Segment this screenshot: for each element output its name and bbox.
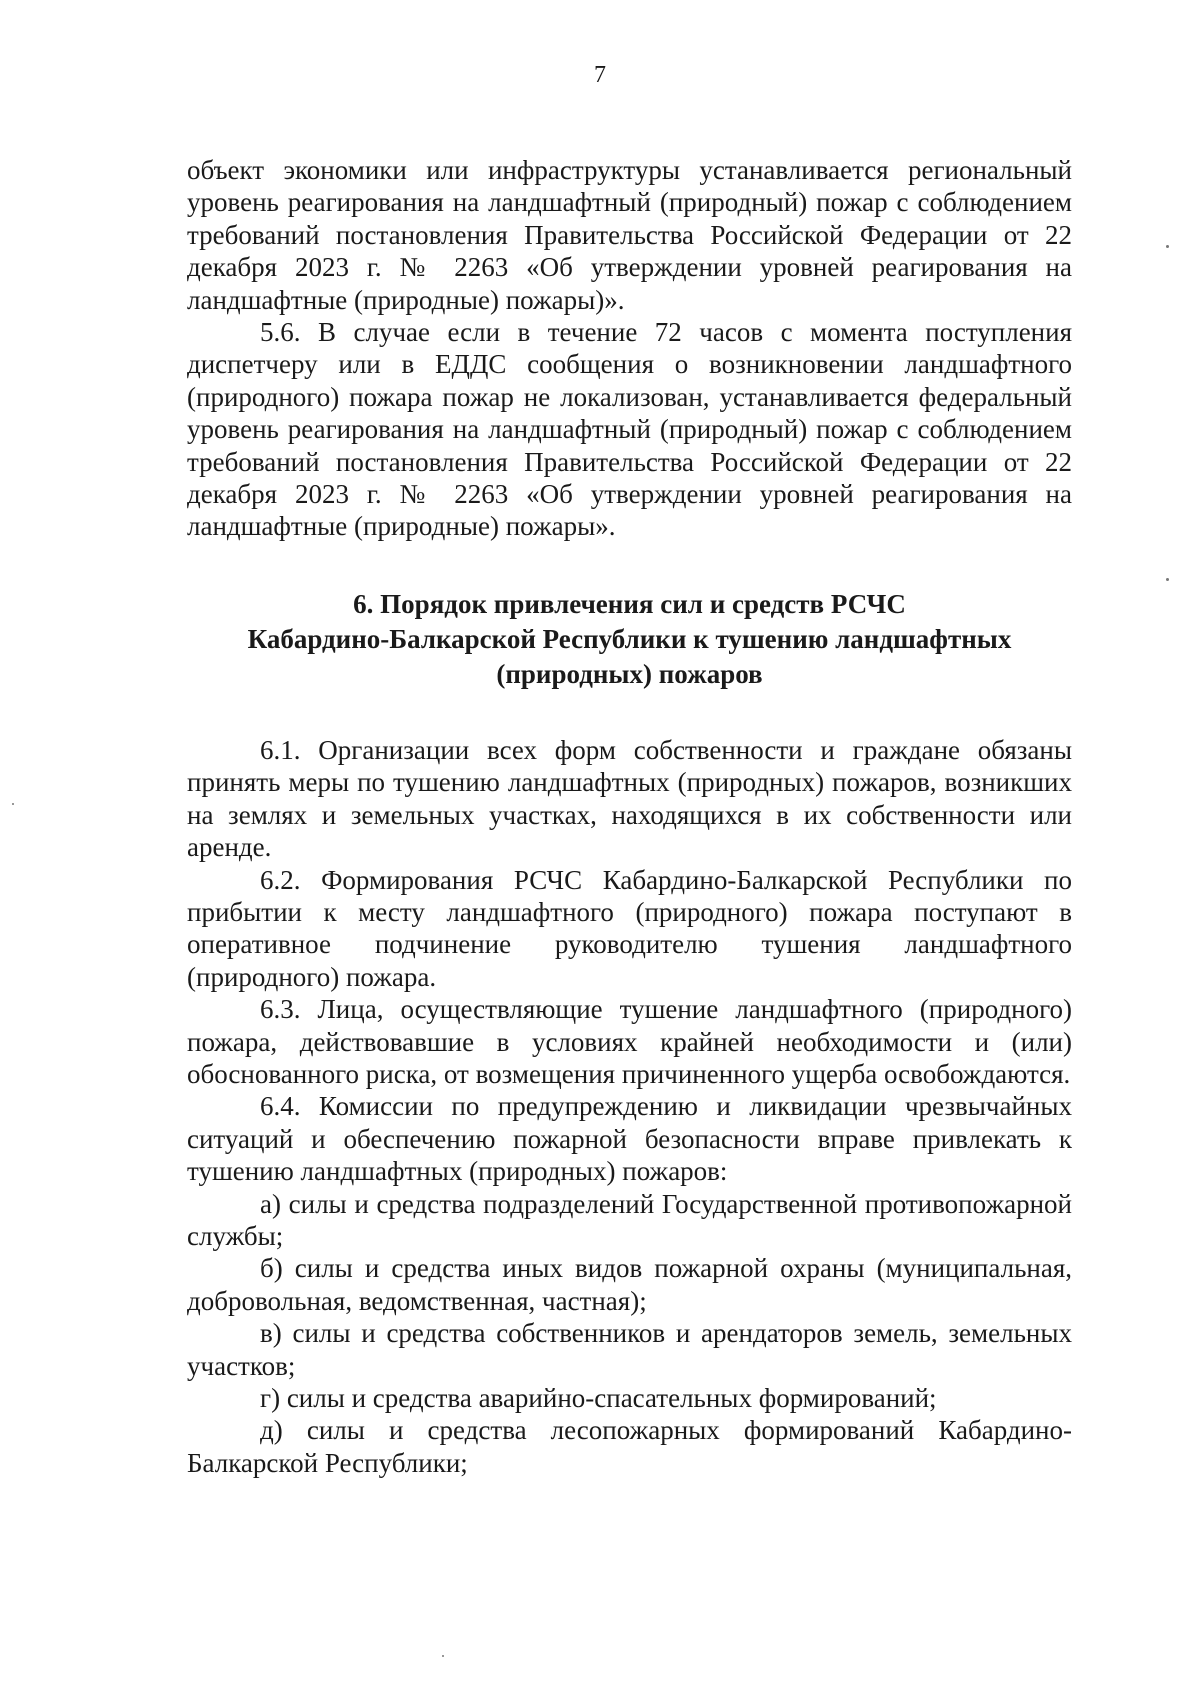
section-heading-line-3: (природных) пожаров — [496, 658, 763, 689]
scan-speck — [1166, 578, 1169, 581]
page-number: 7 — [594, 62, 606, 88]
paragraph-6-2: 6.2. Формирования РСЧС Кабардино-Балкарской Республики по прибытии к месту ландшафтного (природного) пожара поступают в оперативное подчинение руководителю тушения ландшафтного (природного) пожара. — [187, 864, 1072, 992]
section-heading — [187, 587, 1072, 692]
list-item-b: б) силы и средства иных видов пожарной охраны (муниципальная, добровольная, ведомственная, частная); — [187, 1253, 1072, 1316]
section-heading-line-1: 6. Порядок привлечения сил и средств РСЧС — [353, 588, 906, 619]
scan-speck — [1166, 245, 1169, 248]
list-item-a: а) силы и средства подразделений Государственной противопожарной службы; — [187, 1188, 1072, 1251]
paragraph-6-3: 6.3. Лица, осуществляющие тушение ландшафтного (природного) пожара, действовавшие в условиях крайней необходимости и (или) обоснованного риска, от возмещения причиненного ущерба освобождаются. — [187, 994, 1072, 1089]
list-item-g: г) силы и средства аварийно-спасательных формирований; — [260, 1383, 937, 1413]
list-item-v: в) силы и средства собственников и арендаторов земель, земельных участков; — [187, 1318, 1072, 1381]
list-item-d: д) силы и средства лесопожарных формирований Кабардино-Балкарской Республики; — [187, 1415, 1072, 1478]
paragraph-6-1: 6.1. Организации всех форм собственности и граждане обязаны принять меры по тушению ландшафтных (природных) пожаров, возникших на землях и земельных участках, находящихся в их собственности или аренде. — [187, 734, 1072, 863]
intro-paragraph: объект экономики или инфраструктуры устанавливается региональный уровень реагирования на ландшафтный (природный) пожар с соблюдением требований постановления Правительства Российской Федерации от 22 декабря 2023 г. № 2263 «Об утверждении уровней реагирования на ландшафтные (природные) пожары)». — [187, 155, 1072, 315]
scan-speck — [442, 1655, 444, 1657]
paragraph-5-6: 5.6. В случае если в течение 72 часов с момента поступления диспетчеру или в ЕДДС сообщения о возникновении ландшафтного (природного) пожара пожар не локализован, устанавливается федеральный уровень реагирования на ландшафтный (природный) пожар с соблюдением требований постановления Правительства Российской Федерации от 22 декабря 2023 г. № 2263 «Об утверждении уровней реагирования на ландшафтные (природные) пожары». — [187, 317, 1072, 542]
document-body — [187, 154, 1072, 1479]
paragraph-6-4: 6.4. Комиссии по предупреждению и ликвидации чрезвычайных ситуаций и обеспечению пожарной безопасности вправе привлекать к тушению ландшафтных (природных) пожаров: — [187, 1091, 1072, 1187]
section-heading-line-2: Кабардино-Балкарской Республики к тушению ландшафтных — [247, 623, 1012, 654]
scan-speck — [12, 803, 14, 805]
